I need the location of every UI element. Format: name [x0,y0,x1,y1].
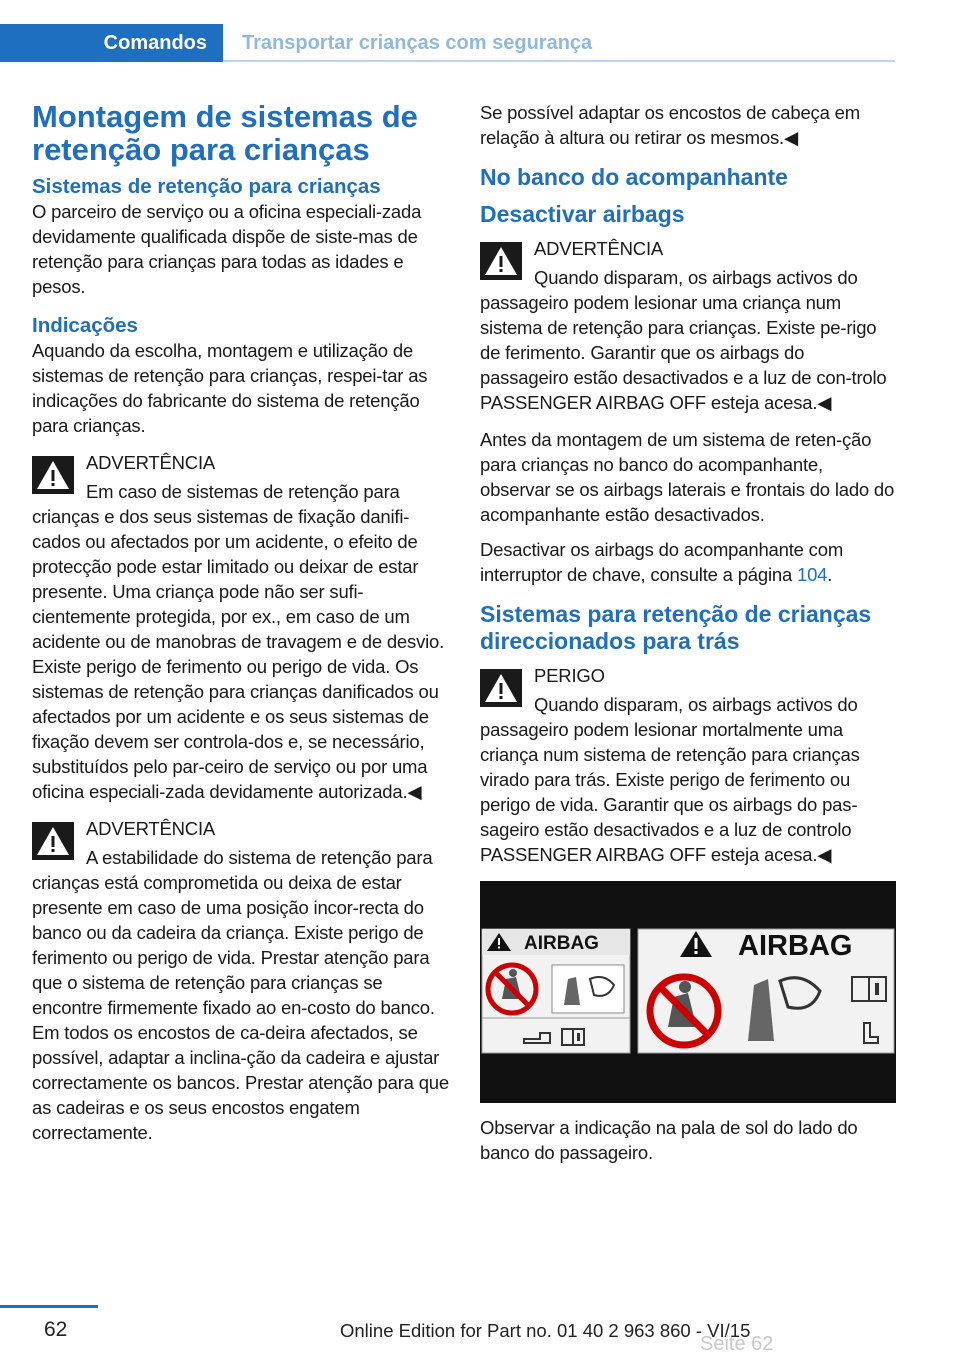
chapter-title: Transportar crianças com segurança [242,32,593,54]
paragraph-text-end: . [827,564,833,585]
warning-triangle-icon [480,242,522,280]
footer-rule [0,1305,98,1308]
warning-title: ADVERTÊNCIA [534,238,664,259]
paragraph-headrests: Se possível adaptar os encostos de cabeça em relação à altura ou retirar os mesmos.◀ [480,102,860,148]
page-reference-link[interactable]: 104 [797,564,828,585]
paragraph-indications: Aquando da escolha, montagem e utilização de sistemas de retenção para crianças, respei-tar as indicações do fabricante do sistema de retenção para crianças. [32,340,428,436]
airbag-label-figure [480,881,896,1103]
subheading-indications: Indicações [32,314,138,337]
figure-label-large: AIRBAG [738,930,853,962]
large-airbag-label [638,929,894,1053]
paragraph-key-switch [480,537,896,587]
header-rule [223,60,895,62]
danger-block [480,663,896,867]
danger-text: Quando disparam, os airbags activos do passageiro podem lesionar mortalmente uma criança num sistema de retenção para crianças virado para trás. Existe perigo de ferimento ou perigo de vida. Garantir que os airbags do pas-sageiro estão desactivados e a luz de controlo PASSENGER AIRBAG OFF esteja acesa.◀ [480,694,860,865]
airbag-labels-illustration [480,881,896,1103]
warning-triangle-icon [32,822,74,860]
warning-title: ADVERTÊNCIA [86,452,216,473]
warning-title: ADVERTÊNCIA [86,818,216,839]
subheading-child-restraint: Sistemas de retenção para crianças [32,175,381,198]
warning-block [480,236,896,415]
subheading-passenger-seat: No banco do acompanhante [480,164,788,190]
subheading-rear-facing: Sistemas para retenção de crianças direccionados para trás [480,601,872,654]
right-column [480,100,896,1165]
warning-block [32,816,450,1145]
warning-triangle-icon [480,669,522,707]
warning-block [32,450,450,804]
subheading-deactivate-airbags: Desactivar airbags [480,201,685,227]
figure-caption: Observar a indicação na pala de sol do lado do banco do passageiro. [480,1117,858,1163]
paragraph-service-partner: O parceiro de serviço ou a oficina especiali-zada devidamente qualificada dispõe de siste-mas de retenção para crianças para todas as idades e pesos. [32,201,422,297]
watermark: Seite 62 [700,1333,774,1355]
danger-title: PERIGO [534,665,605,686]
edition-note: Online Edition for Part no. 01 40 2 963 860 - VI/15 [340,1320,751,1341]
warning-text: Quando disparam, os airbags activos do passageiro podem lesionar uma criança num sistema de retenção para crianças. Existe pe-rigo de ferimento. Garantir que os airbags do passageiro estão desactivados e a luz de con-trolo PASSENGER AIRBAG OFF esteja acesa.◀ [480,267,887,413]
section-tab: Comandos [0,24,223,62]
airbag-deploy-icon [552,965,624,1013]
paragraph-before-mounting: Antes da montagem de um sistema de reten-ção para crianças no banco do acompanhante, observar se os airbags laterais e frontais do lado do acompanhante estão desactivados. [480,429,895,525]
small-airbag-label [482,929,630,1053]
warning-text: Em caso de sistemas de retenção para crianças e dos seus sistemas de fixação danifi-cados ou afectados por um acidente, o efeito de protecção pode estar limitado ou deixar de estar presente. Uma criança pode não ser sufi-cientemente protegida, por ex., em caso de um acidente ou de manobras de travagem e de desvio. Existe perigo de ferimento ou perigo de vida. Os sistemas de retenção para crianças danificados ou afectados por um acidente e os seus sistemas de fixação devem ser controla-dos e, se necessário, substituídos pelo par-ceiro de serviço ou por uma oficina especiali-zada devidamente autorizada.◀ [32,481,445,802]
page-header [0,24,895,62]
left-column [32,100,450,1145]
figure-label-small: AIRBAG [524,933,599,954]
paragraph-text: Desactivar os airbags do acompanhante com interruptor de chave, consulte a página [480,539,844,585]
warning-text: A estabilidade do sistema de retenção para crianças está comprometida ou deixa de estar presente em caso de uma posição incor-recta do banco ou da cadeira da criança. Existe perigo de ferimento ou perigo de vida. Prestar atenção para que o sistema de retenção para crianças se encontre firmemente fixado ao en-costo do banco. Em todos os encostos de ca-deira afectados, se possível, adaptar a inclina-ção da cadeira e ajustar correctamente os bancos. Prestar atenção para que as cadeiras e os seus encostos engatem correctamente. [32,847,449,1143]
warning-triangle-icon [32,456,74,494]
page-heading: Montagem de sistemas de retenção para crianças [32,99,418,167]
page-number: 62 [44,1318,68,1341]
